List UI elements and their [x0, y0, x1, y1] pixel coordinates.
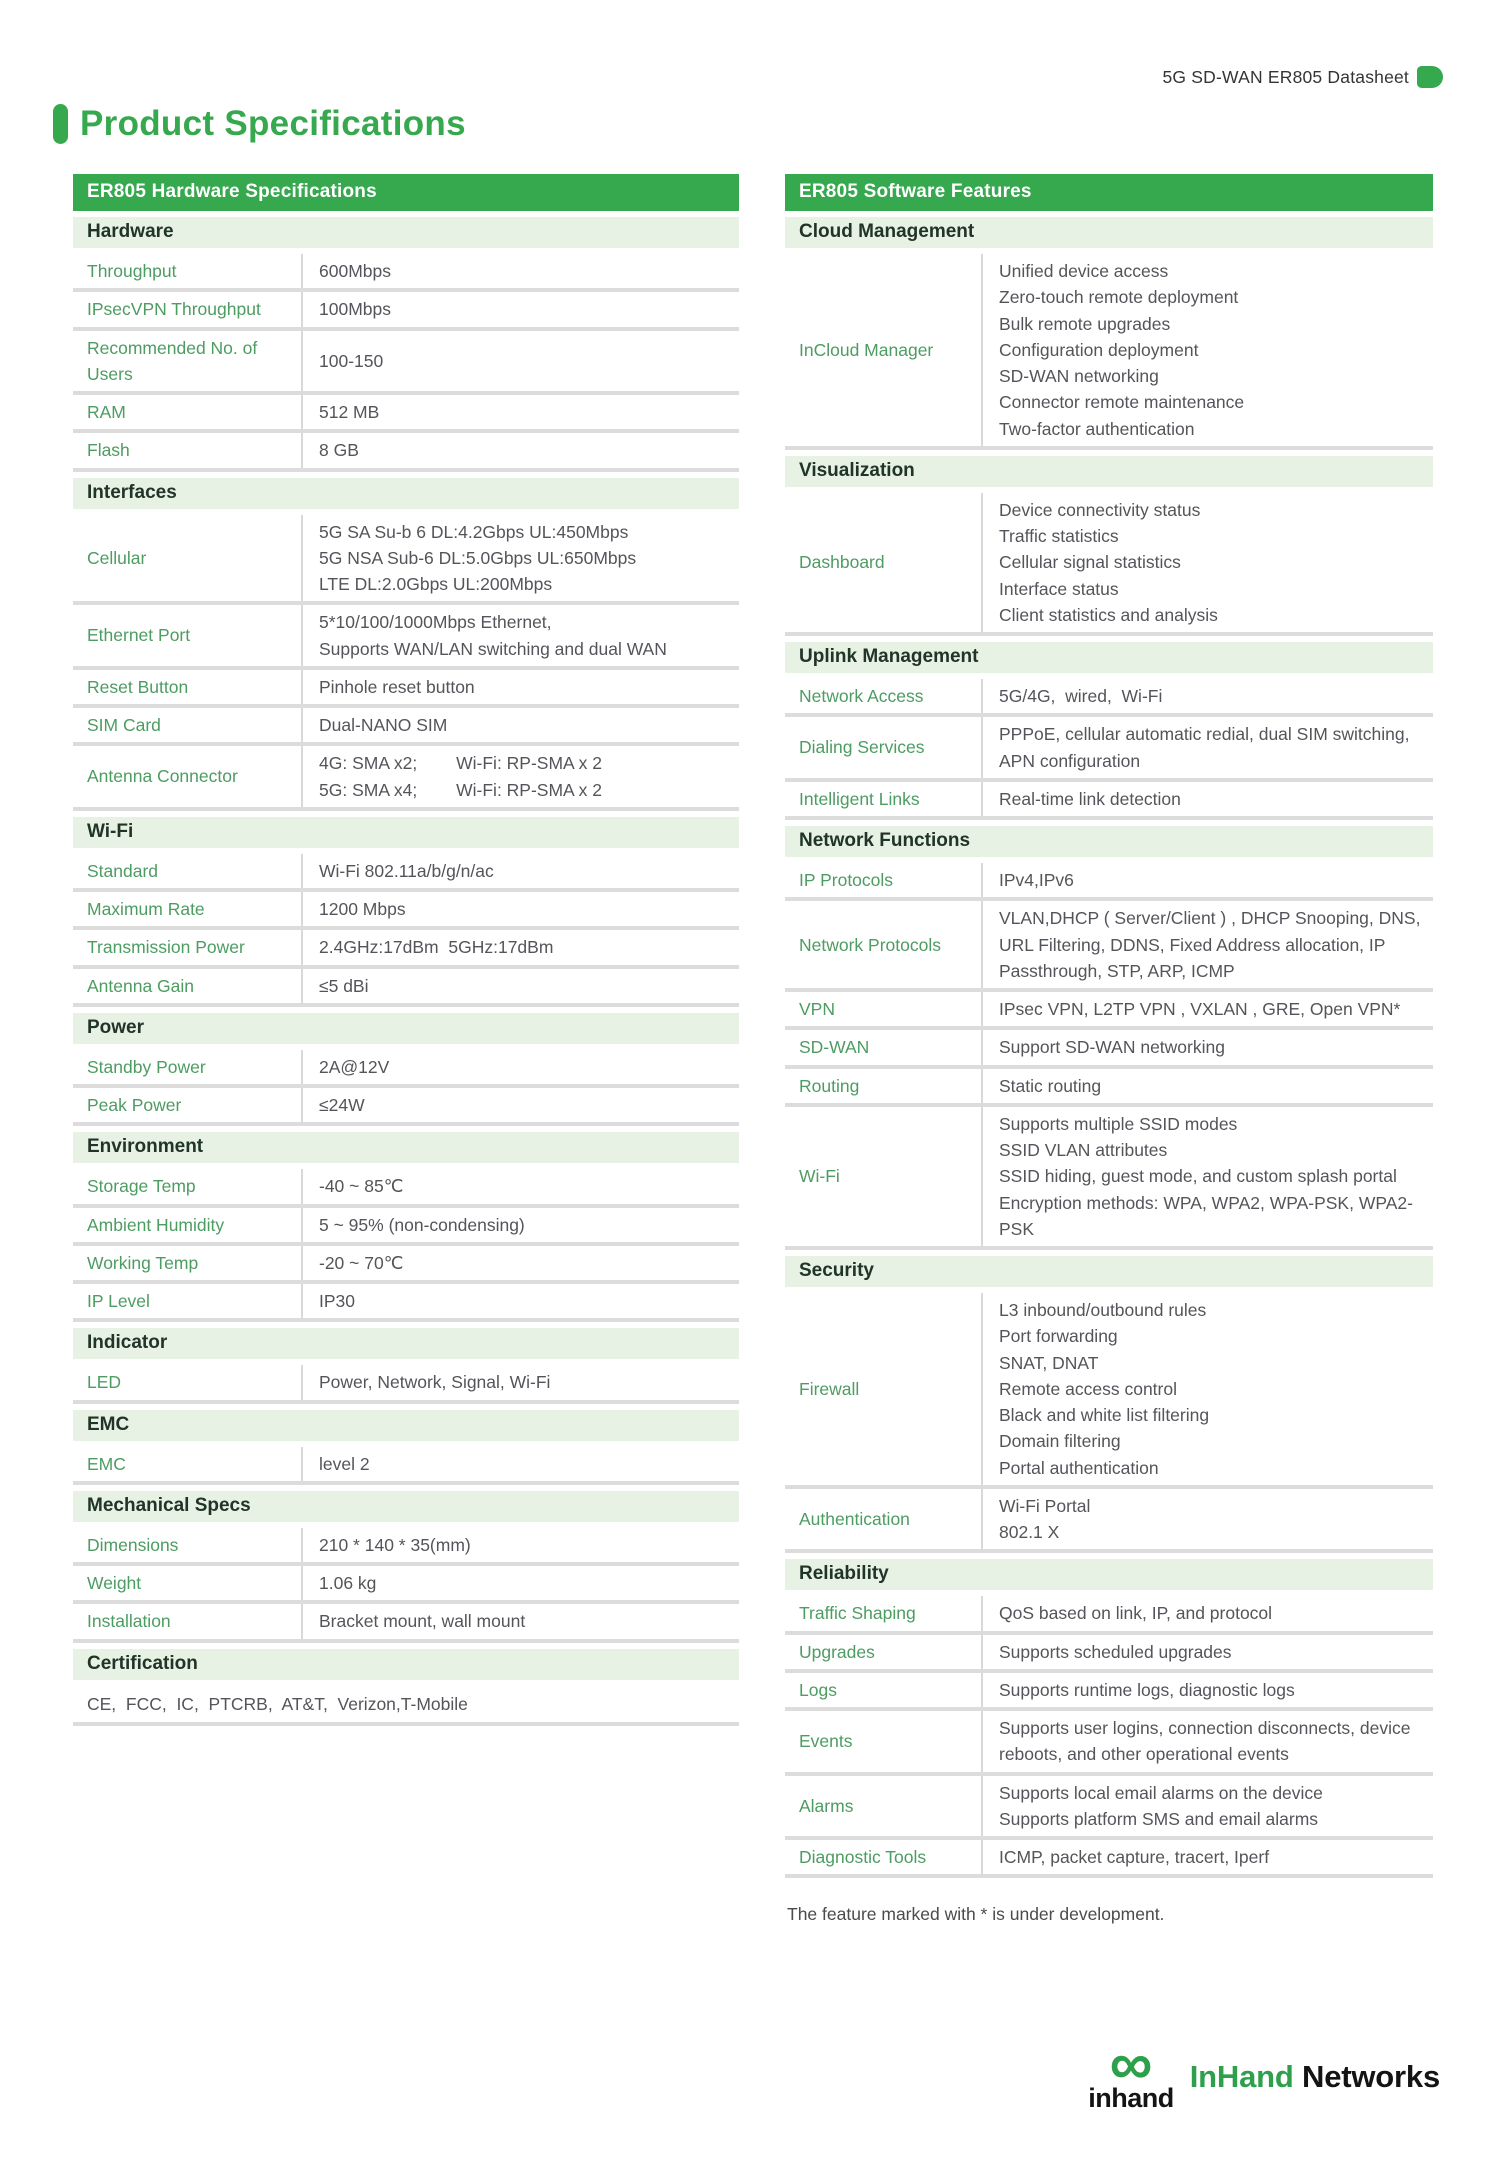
- section-header: Indicator: [73, 1328, 739, 1359]
- spec-label: Network Access: [799, 686, 924, 706]
- spec-value: -40 ~ 85℃: [301, 1169, 739, 1203]
- spec-label: Antenna Gain: [87, 975, 195, 996]
- spec-label: VPN: [799, 999, 835, 1019]
- spec-value: 2.4GHz:17dBm 5GHz:17dBm: [301, 930, 739, 964]
- spec-row: [785, 992, 1433, 1030]
- spec-value: 5G/4G, wired, Wi-Fi: [981, 679, 1433, 713]
- spec-row: [785, 493, 1433, 636]
- section-header: Security: [785, 1256, 1433, 1287]
- spec-row: [73, 605, 739, 670]
- spec-label: Authentication: [799, 1508, 910, 1529]
- spec-row: [785, 1776, 1433, 1841]
- spec-row: [785, 863, 1433, 901]
- spec-label: Ethernet Port: [87, 625, 191, 646]
- spec-row: [73, 892, 739, 930]
- spec-row: [73, 1169, 739, 1207]
- section-header: Reliability: [785, 1559, 1433, 1590]
- header-pill-icon: [1417, 66, 1443, 88]
- spec-value: Wi-Fi Portal 802.1 X: [981, 1489, 1433, 1550]
- spec-value: 5*10/100/1000Mbps Ethernet, Supports WAN/LAN switching and dual WAN: [301, 605, 739, 666]
- spec-value: 1.06 kg: [301, 1566, 739, 1600]
- spec-label: Antenna Connector: [87, 766, 238, 787]
- spec-row: [73, 1566, 739, 1604]
- spec-value: 8 GB: [301, 433, 739, 467]
- spec-value: 512 MB: [301, 395, 739, 429]
- spec-value: Supports multiple SSID modes SSID VLAN attributes SSID hiding, guest mode, and custom splash portal Encryption methods: WPA, WPA2, WPA-PSK, WPA2-PSK: [981, 1107, 1433, 1246]
- spec-value: ≤24W: [301, 1088, 739, 1122]
- page-title: Product Specifications: [80, 104, 466, 143]
- spec-row: [785, 1489, 1433, 1554]
- spec-row: [785, 1069, 1433, 1107]
- table-title: ER805 Software Features: [785, 174, 1433, 211]
- spec-value: VLAN,DHCP ( Server/Client ) , DHCP Snooping, DNS, URL Filtering, DDNS, Fixed Address allocation, IP Passthrough, STP, ARP, ICMP: [981, 901, 1433, 988]
- spec-label: Storage Temp: [87, 1176, 196, 1197]
- spec-value: Supports scheduled upgrades: [981, 1635, 1433, 1669]
- spec-row: [785, 1596, 1433, 1634]
- spec-row: [73, 1208, 739, 1246]
- spec-value: Supports runtime logs, diagnostic logs: [981, 1673, 1433, 1707]
- spec-value: 1200 Mbps: [301, 892, 739, 926]
- spec-row: [785, 1673, 1433, 1711]
- spec-row: [73, 854, 739, 892]
- spec-label: Maximum Rate: [87, 899, 205, 919]
- spec-row: [73, 292, 739, 330]
- spec-label: Standby Power: [87, 1056, 206, 1077]
- software-column: [785, 174, 1433, 1925]
- spec-row: [73, 331, 739, 396]
- spec-value: Supports local email alarms on the device Supports platform SMS and email alarms: [981, 1776, 1433, 1837]
- section-header: Wi-Fi: [73, 817, 739, 848]
- spec-row: [73, 1686, 739, 1726]
- spec-label: IP Level: [87, 1291, 150, 1311]
- spec-value: -20 ~ 70℃: [301, 1246, 739, 1280]
- section-header: Mechanical Specs: [73, 1491, 739, 1522]
- logo-brand-word: inhand: [1088, 2083, 1174, 2114]
- spec-row: [73, 515, 739, 606]
- spec-label: Diagnostic Tools: [799, 1847, 927, 1867]
- spec-row: [73, 708, 739, 746]
- spec-label: Flash: [87, 440, 130, 461]
- section-header: Environment: [73, 1132, 739, 1163]
- spec-row: [785, 254, 1433, 450]
- spec-value: Static routing: [981, 1069, 1433, 1103]
- spec-label: Routing: [799, 1075, 860, 1096]
- spec-label: Intelligent Links: [799, 788, 920, 809]
- spec-label: Dashboard: [799, 552, 885, 573]
- spec-row: [73, 1284, 739, 1322]
- spec-row: [785, 1293, 1433, 1489]
- spec-value: 2A@12V: [301, 1050, 739, 1084]
- spec-label: Working Temp: [87, 1252, 199, 1273]
- spec-label: Recommended No. of Users: [87, 337, 258, 384]
- section-header: Interfaces: [73, 478, 739, 509]
- spec-row: [785, 679, 1433, 717]
- spec-value: Pinhole reset button: [301, 670, 739, 704]
- spec-row: [73, 395, 739, 433]
- software-features-table: [785, 174, 1433, 1878]
- spec-value: 4G: SMA x2; Wi-Fi: RP-SMA x 2 5G: SMA x4; Wi-Fi: RP-SMA x 2: [301, 746, 739, 807]
- spec-value: 5G SA Su-b 6 DL:4.2Gbps UL:450Mbps 5G NSA Sub-6 DL:5.0Gbps UL:650Mbps LTE DL:2.0Gbps UL:200Mbps: [301, 515, 739, 602]
- section-header: Visualization: [785, 456, 1433, 487]
- spec-label: Alarms: [799, 1795, 854, 1816]
- section-header: Cloud Management: [785, 217, 1433, 248]
- spec-row: [73, 1604, 739, 1642]
- spec-value: Bracket mount, wall mount: [301, 1604, 739, 1638]
- hardware-specifications-table: [73, 174, 739, 1726]
- infinity-icon: ∞: [1109, 2030, 1153, 2097]
- spec-label: Wi-Fi: [799, 1166, 840, 1187]
- spec-value: Unified device access Zero-touch remote deployment Bulk remote upgrades Configuration deployment SD-WAN networking Connector remote maintenance Two-factor authentication: [981, 254, 1433, 446]
- spec-label: Weight: [87, 1573, 142, 1593]
- spec-label: Network Protocols: [799, 934, 941, 955]
- spec-value: 210 * 140 * 35(mm): [301, 1528, 739, 1562]
- spec-label: LED: [87, 1372, 122, 1393]
- spec-label: SD-WAN: [799, 1037, 870, 1058]
- section-header: Certification: [73, 1649, 739, 1680]
- spec-label: Throughput: [87, 261, 177, 281]
- spec-value: IPv4,IPv6: [981, 863, 1433, 897]
- spec-row: [785, 1840, 1433, 1878]
- spec-full-value: CE, FCC, IC, PTCRB, AT&T, Verizon,T-Mobile: [87, 1693, 468, 1714]
- section-header: EMC: [73, 1410, 739, 1441]
- spec-label: Firewall: [799, 1378, 860, 1399]
- spec-label: Events: [799, 1731, 853, 1752]
- spec-row: [785, 901, 1433, 992]
- spec-row: [785, 1635, 1433, 1673]
- spec-value: 100-150: [301, 331, 739, 392]
- spec-label: RAM: [87, 402, 126, 422]
- spec-row: [73, 1528, 739, 1566]
- spec-label: EMC: [87, 1453, 126, 1474]
- spec-value: Support SD-WAN networking: [981, 1030, 1433, 1064]
- header-note: 5G SD-WAN ER805 Datasheet: [1162, 66, 1409, 87]
- spec-value: level 2: [301, 1447, 739, 1481]
- spec-value: 100Mbps: [301, 292, 739, 326]
- spec-label: Dialing Services: [799, 737, 925, 758]
- section-header: Network Functions: [785, 826, 1433, 857]
- spec-row: [73, 1088, 739, 1126]
- logo-mark: [1088, 2030, 1174, 2114]
- spec-value: ICMP, packet capture, tracert, Iperf: [981, 1840, 1433, 1874]
- spec-label: Transmission Power: [87, 937, 245, 958]
- spec-row: [73, 1365, 739, 1403]
- spec-row: [73, 1447, 739, 1485]
- spec-value: Wi-Fi 802.11a/b/g/n/ac: [301, 854, 739, 888]
- spec-row: [785, 782, 1433, 820]
- spec-value: ≤5 dBi: [301, 969, 739, 1003]
- section-header: Uplink Management: [785, 642, 1433, 673]
- spec-row: [73, 930, 739, 968]
- spec-row: [785, 1107, 1433, 1250]
- spec-value: 600Mbps: [301, 254, 739, 288]
- header-note-row: [0, 0, 1500, 88]
- spec-label: Standard: [87, 860, 159, 881]
- title-accent-bar: [53, 104, 68, 144]
- spec-label: Upgrades: [799, 1641, 875, 1662]
- spec-label: InCloud Manager: [799, 339, 934, 360]
- section-header: Hardware: [73, 217, 739, 248]
- spec-tables: [0, 174, 1500, 1925]
- spec-row: [785, 1711, 1433, 1776]
- spec-value: Device connectivity status Traffic statistics Cellular signal statistics Interface status Client statistics and analysis: [981, 493, 1433, 632]
- spec-row: [73, 1050, 739, 1088]
- spec-value: PPPoE, cellular automatic redial, dual SIM switching, APN configuration: [981, 717, 1433, 778]
- spec-value: Real-time link detection: [981, 782, 1433, 816]
- inhand-networks-logo: [1088, 2030, 1440, 2114]
- spec-label: Ambient Humidity: [87, 1214, 225, 1235]
- spec-label: Logs: [799, 1679, 837, 1700]
- spec-value: Power, Network, Signal, Wi-Fi: [301, 1365, 739, 1399]
- spec-label: IP Protocols: [799, 870, 894, 890]
- spec-value: IP30: [301, 1284, 739, 1318]
- spec-label: Dimensions: [87, 1534, 179, 1555]
- spec-label: Traffic Shaping: [799, 1603, 916, 1624]
- spec-label: Cellular: [87, 547, 147, 568]
- title-row: [53, 104, 1500, 144]
- spec-value: 5 ~ 95% (non-condensing): [301, 1208, 739, 1242]
- spec-label: IPsecVPN Throughput: [87, 299, 261, 320]
- spec-value: IPsec VPN, L2TP VPN , VXLAN , GRE, Open VPN*: [981, 992, 1433, 1026]
- table-title: ER805 Hardware Specifications: [73, 174, 739, 211]
- spec-label: Installation: [87, 1611, 171, 1632]
- spec-label: Reset Button: [87, 676, 189, 697]
- spec-label: SIM Card: [87, 715, 161, 735]
- spec-row: [73, 254, 739, 292]
- spec-row: [785, 1030, 1433, 1068]
- spec-value: Supports user logins, connection disconnects, device reboots, and other operational events: [981, 1711, 1433, 1772]
- spec-value: L3 inbound/outbound rules Port forwarding SNAT, DNAT Remote access control Black and white list filtering Domain filtering Portal authentication: [981, 1293, 1433, 1485]
- logo-name-black: Networks: [1302, 2059, 1440, 2095]
- spec-row: [785, 717, 1433, 782]
- logo-wordmark: [1190, 2059, 1440, 2095]
- spec-row: [73, 670, 739, 708]
- spec-value: QoS based on link, IP, and protocol: [981, 1596, 1433, 1630]
- footnote: The feature marked with * is under development.: [787, 1904, 1165, 1925]
- spec-row: [73, 1246, 739, 1284]
- spec-label: Peak Power: [87, 1095, 182, 1115]
- spec-row: [73, 746, 739, 811]
- section-header: Power: [73, 1013, 739, 1044]
- spec-row: [73, 969, 739, 1007]
- logo-name-green: InHand: [1189, 2059, 1294, 2095]
- spec-value: Dual-NANO SIM: [301, 708, 739, 742]
- spec-row: [73, 433, 739, 471]
